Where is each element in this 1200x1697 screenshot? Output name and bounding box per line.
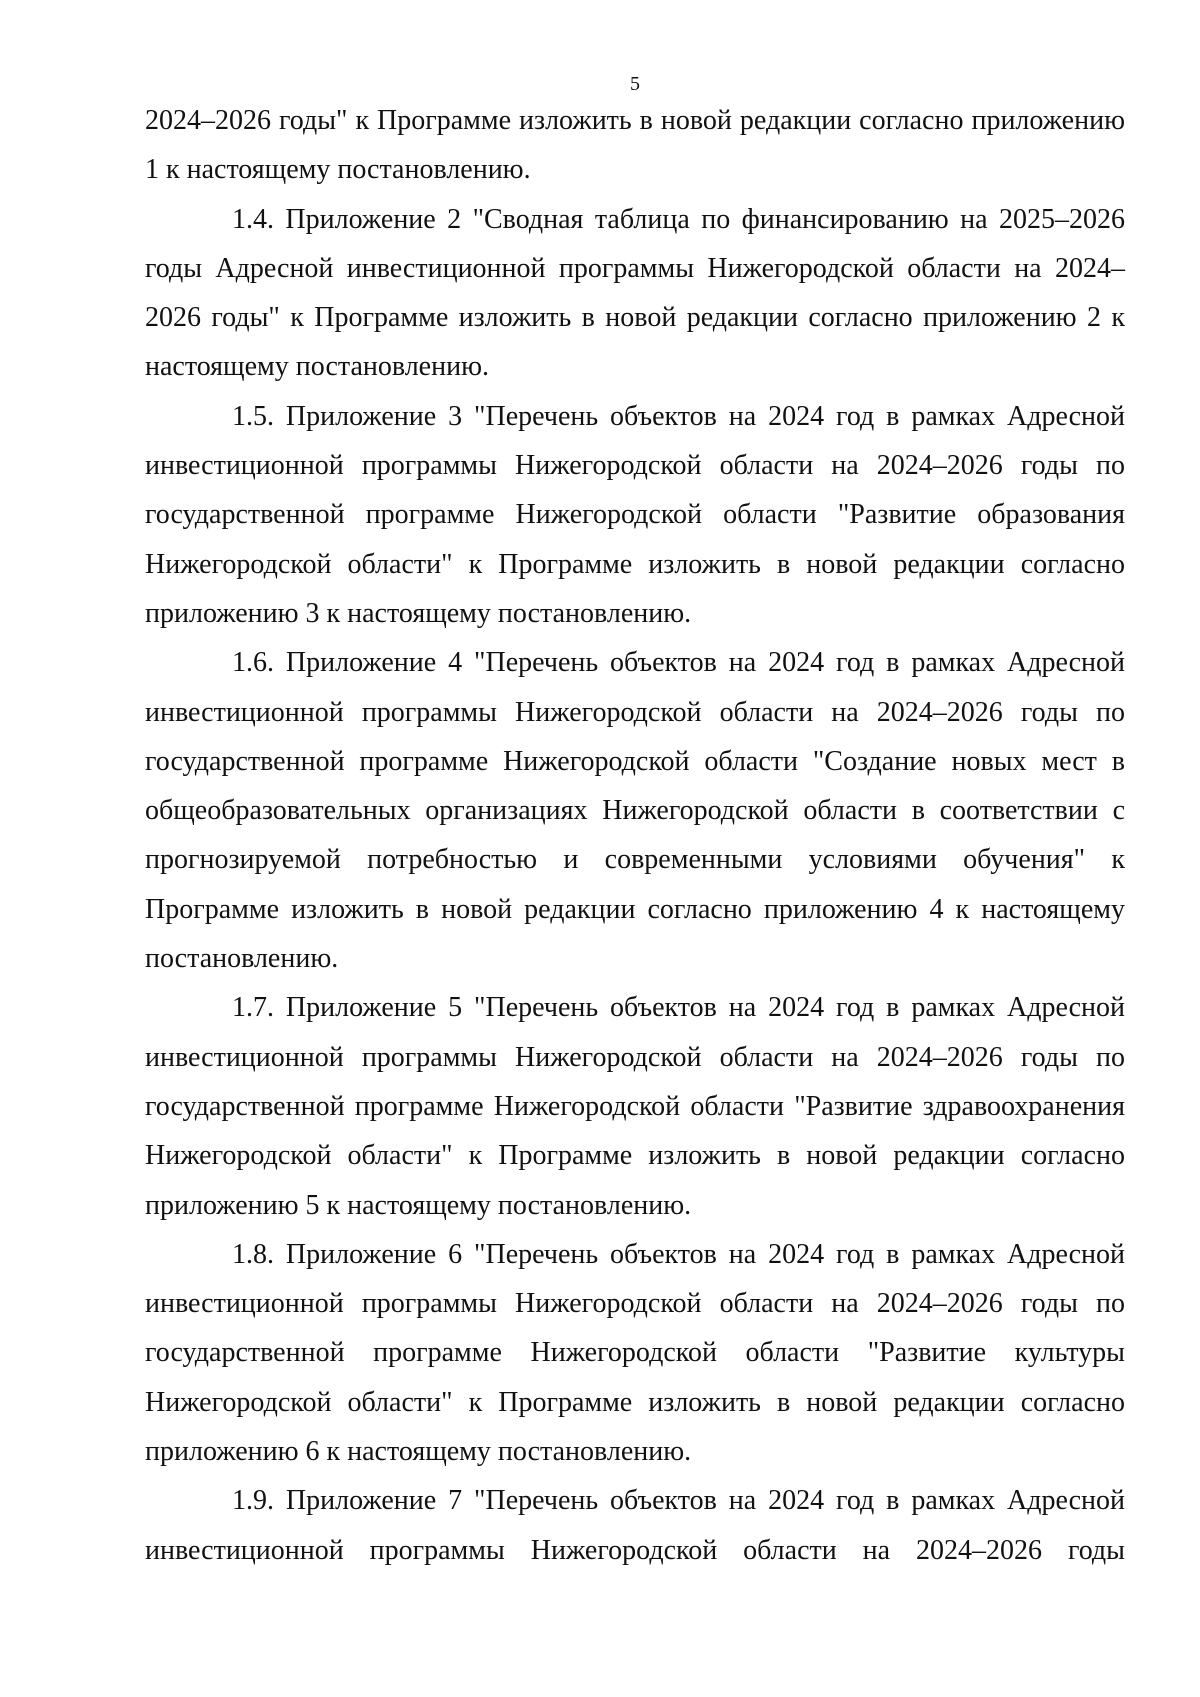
paragraph-1-9: 1.9. Приложение 7 "Перечень объектов на 2024 год в рамках Адресной инвестиционной программы Нижегородской области на 2024–2026 годы xyxy=(145,1485,1125,1566)
paragraph-1-8: 1.8. Приложение 6 "Перечень объектов на 2024 год в рамках Адресной инвестиционной программы Нижегородской области на 2024–2026 годы по государственной программе Нижегородской области "Развитие культуры Нижегородской области" к Программе изложить в новой редакции согласно приложению 6 к настоящему постановлению. xyxy=(145,1238,1125,1468)
page-number: 5 xyxy=(630,73,640,95)
paragraph-1-7: 1.7. Приложение 5 "Перечень объектов на 2024 год в рамках Адресной инвестиционной программы Нижегородской области на 2024–2026 годы по государственной программе Нижегородской области "Развитие здравоохранения Нижегородской области" к Программе изложить в новой редакции согласно приложению 5 к настоящему постановлению. xyxy=(145,992,1125,1221)
paragraph-1-3-continuation: 2024–2026 годы" к Программе изложить в новой редакции согласно приложению 1 к настоящему постановлению. xyxy=(145,105,1125,186)
paragraph-1-5: 1.5. Приложение 3 "Перечень объектов на 2024 год в рамках Адресной инвестиционной программы Нижегородской области на 2024–2026 годы по государственной программе Нижегородской области "Развитие образования Нижегородской области" к Программе изложить в новой редакции согласно приложению 3 к настоящему постановлению. xyxy=(145,400,1125,629)
paragraph-1-6: 1.6. Приложение 4 "Перечень объектов на 2024 год в рамках Адресной инвестиционной программы Нижегородской области на 2024–2026 годы по государственной программе Нижегородской области "Создание новых мест в общеобразовательных организациях Нижегородской области в соответствии с прогнозируемой потребностью и современными условиями обучения" к Программе изложить в новой редакции согласно приложению 4 к настоящему постановлению. xyxy=(145,647,1125,975)
paragraph-1-4: 1.4. Приложение 2 "Сводная таблица по финансированию на 2025–2026 годы Адресной инвестиционной программы Нижегородской области на 2024–2026 годы" к Программе изложить в новой редакции согласно приложению 2 к настоящему постановлению. xyxy=(145,203,1125,383)
document-body xyxy=(145,96,1125,1575)
